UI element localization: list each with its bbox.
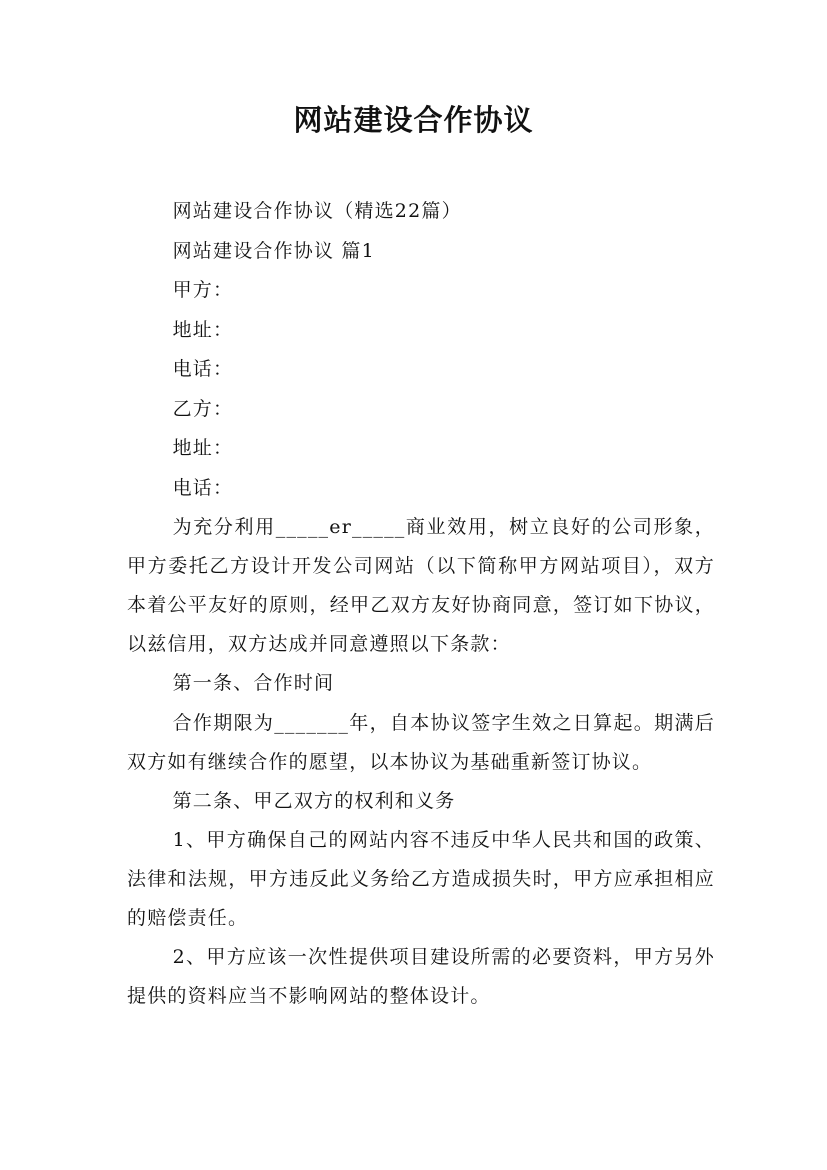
paragraph-party-a: 甲方： (172, 279, 234, 301)
paragraph-section-heading: 网站建设合作协议 篇1 (172, 239, 375, 262)
paragraph-party-b-phone: 电话： (172, 476, 234, 499)
paragraph-party-b: 乙方： (172, 397, 234, 420)
paragraph-party-a-address: 地址： (172, 318, 234, 341)
paragraph-subtitle: 网站建设合作协议（精选22篇） (172, 200, 462, 222)
paragraph-party-b-address: 地址： (172, 437, 234, 459)
paragraph-article-2-item-2: 2、甲方应该一次性提供项目建设所需的必要资料，甲方另外提供的资料应当不影响网站的整体设计。 (127, 946, 715, 1007)
document-title: 网站建设合作协议 (293, 103, 534, 137)
document-body (127, 192, 715, 1016)
paragraph-party-a-phone: 电话： (172, 358, 234, 380)
paragraph-article-1-body: 合作期限为_______年，自本协议签字生效之日算起。期满后双方如有继续合作的愿望，以本协议为基础重新签订协议。 (127, 711, 715, 773)
paragraph-article-1-heading: 第一条、合作时间 (172, 672, 335, 694)
paragraph-preamble: 为充分利用_____er_____商业效用，树立良好的公司形象，甲方委托乙方设计开发公司网站（以下简称甲方网站项目），双方本着公平友好的原则，经甲乙双方友好协商同意，签订如下协议，以兹信用，双方达成并同意遵照以下条款： (127, 516, 715, 655)
paragraph-article-2-item-1: 1、甲方确保自己的网站内容不违反中华人民共和国的政策、法律和法规，甲方违反此义务给乙方造成损失时，甲方应承担相应的赔偿责任。 (127, 829, 715, 929)
paragraph-article-2-heading: 第二条、甲乙双方的权利和义务 (172, 789, 456, 812)
